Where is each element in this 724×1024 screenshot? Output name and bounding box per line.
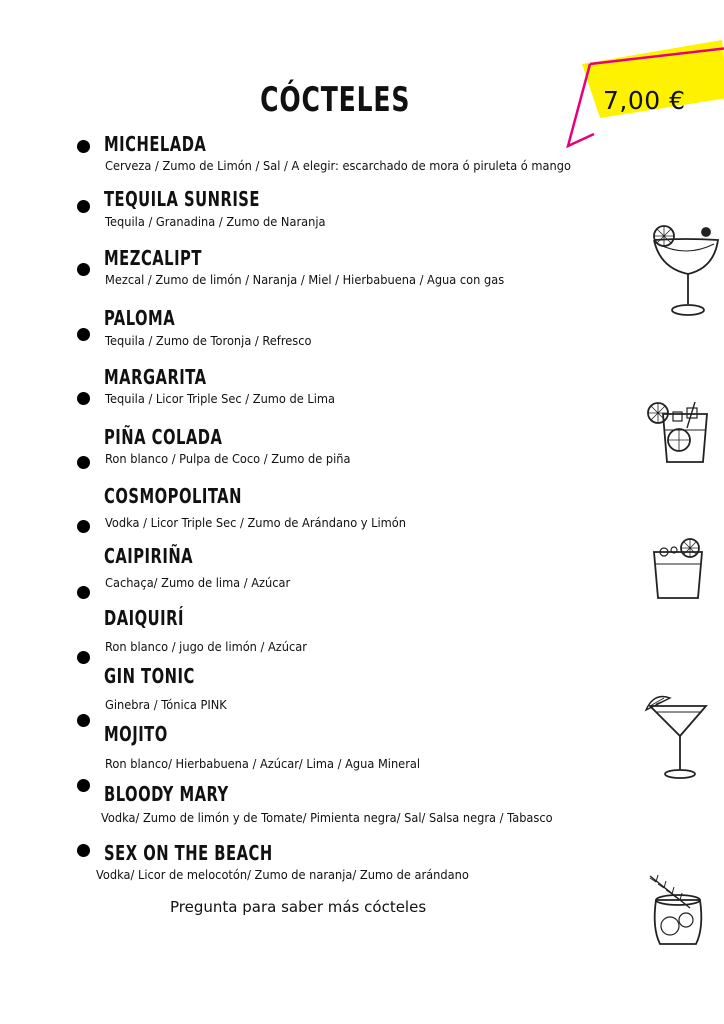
rosemary-glass-icon <box>640 872 716 950</box>
cocktail-name: MOJITO <box>104 722 168 746</box>
bullet-icon <box>77 779 90 792</box>
price-label: 7,00 € <box>603 86 686 115</box>
coupe-glass-icon <box>648 218 724 320</box>
cocktail-ingredients: Vodka/ Licor de melocotón/ Zumo de naranja/ Zumo de arándano <box>96 867 469 882</box>
bullet-icon <box>77 586 90 599</box>
cocktail-ingredients: Cachaça/ Zumo de lima / Azúcar <box>105 575 291 590</box>
cocktail-name: PIÑA COLADA <box>104 425 223 449</box>
martini-glass-icon <box>644 690 712 780</box>
cocktail-name: COSMOPOLITAN <box>104 484 242 508</box>
cocktail-ingredients: Mezcal / Zumo de limón / Naranja / Miel / Hierbabuena / Agua con gas <box>105 272 505 287</box>
cocktail-ingredients: Ginebra / Tónica PINK <box>105 697 227 712</box>
bullet-icon <box>77 844 90 857</box>
bullet-icon <box>77 520 90 533</box>
cocktail-name: DAIQUIRÍ <box>104 606 184 630</box>
cocktail-name: SEX ON THE BEACH <box>104 841 273 865</box>
bullet-icon <box>77 456 90 469</box>
cocktail-name: MICHELADA <box>104 132 207 156</box>
cocktail-ingredients: Ron blanco / jugo de limón / Azúcar <box>105 639 307 654</box>
cocktail-name: TEQUILA SUNRISE <box>104 187 261 211</box>
bullet-icon <box>77 328 90 341</box>
bullet-icon <box>77 651 90 664</box>
cocktail-ingredients: Ron blanco / Pulpa de Coco / Zumo de piña <box>105 451 351 466</box>
cocktail-ingredients: Vodka / Licor Triple Sec / Zumo de Arándano y Limón <box>105 515 406 530</box>
cocktail-ingredients: Vodka/ Zumo de limón y de Tomate/ Pimienta negra/ Sal/ Salsa negra / Tabasco <box>101 810 553 825</box>
bullet-icon <box>77 140 90 153</box>
cocktail-ingredients: Tequila / Granadina / Zumo de Naranja <box>105 214 326 229</box>
cocktail-ingredients: Tequila / Zumo de Toronja / Refresco <box>105 333 312 348</box>
cocktail-ingredients: Ron blanco/ Hierbabuena / Azúcar/ Lima / Agua Mineral <box>105 756 421 771</box>
cocktail-name: GIN TONIC <box>104 664 195 688</box>
cocktail-name: PALOMA <box>104 306 176 330</box>
cocktail-name: MARGARITA <box>104 365 207 389</box>
tumbler-citrus-icon <box>643 400 719 466</box>
cocktail-ingredients: Cerveza / Zumo de Limón / Sal / A elegir: escarchado de mora ó piruleta ó mango <box>105 158 571 173</box>
cocktail-ingredients: Tequila / Licor Triple Sec / Zumo de Lima <box>105 391 335 406</box>
cocktail-name: CAIPIRIÑA <box>104 544 194 568</box>
old-fashioned-glass-icon <box>650 538 708 600</box>
page-title: CÓCTELES <box>260 80 411 120</box>
bullet-icon <box>77 392 90 405</box>
bullet-icon <box>77 714 90 727</box>
bullet-icon <box>77 263 90 276</box>
cocktail-name: BLOODY MARY <box>104 782 229 806</box>
bullet-icon <box>77 200 90 213</box>
footer-note: Pregunta para saber más cócteles <box>170 898 427 916</box>
cocktail-name: MEZCALIPT <box>104 246 202 270</box>
